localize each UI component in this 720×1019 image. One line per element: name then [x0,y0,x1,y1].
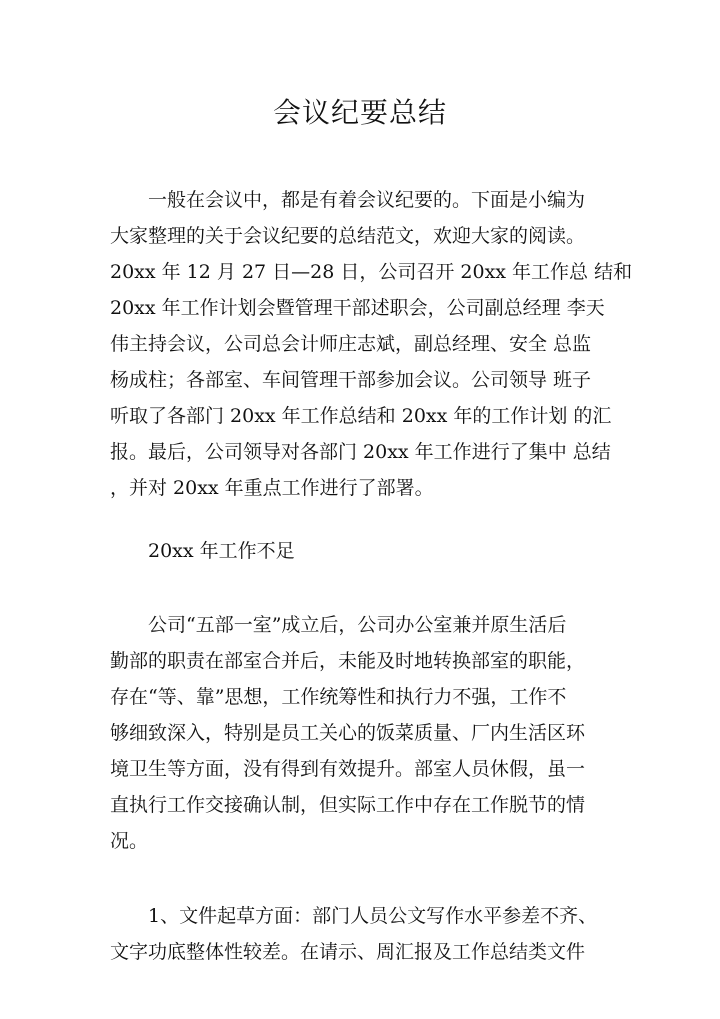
para3-line-1: 1、文件起草方面：部门人员公文写作水平参差不齐、 [148,905,598,927]
para2-line-3: 存在“等、靠”思想，工作统筹性和执行力不强，工作不 [110,686,567,708]
intro-line-6: 杨成柱；各部室、车间管理干部参加会议。公司领导 班子 [110,369,592,391]
intro-line-5: 伟主持会议，公司总会计师庄志斌，副总经理、安全 总监 [110,333,592,355]
para2-line-1: 公司“五部一室”成立后，公司办公室兼并原生活后 [148,614,567,636]
para2-line-4: 够细致深入，特别是员工关心的饭菜质量、厂内生活区环 [110,722,586,744]
para3-line-2: 文字功底整体性较差。在请示、周汇报及工作总结类文件 [110,941,586,963]
para2-line-5: 境卫生等方面，没有得到有效提升。部室人员休假，虽一 [110,758,586,780]
intro-line-4: 20xx 年工作计划会暨管理干部述职会，公司副总经理 李天 [110,297,605,319]
para2-line-7: 况。 [110,830,149,852]
intro-line-8: 报。最后，公司领导对各部门 20xx 年工作进行了集中 总结 [110,441,611,463]
document-title: 会议纪要总结 [272,96,447,129]
intro-line-9: ，并对 20xx 年重点工作进行了部署。 [110,477,434,499]
section-heading: 20xx 年工作不足 [148,540,295,562]
intro-line-7: 听取了各部门 20xx 年工作总结和 20xx 年的工作计划 的汇 [110,405,612,427]
intro-line-1: 一般在会议中，都是有着会议纪要的。下面是小编为 [148,189,586,211]
para2-line-2: 勤部的职责在部室合并后，未能及时地转换部室的职能， [110,650,586,672]
para2-line-6: 直执行工作交接确认制，但实际工作中存在工作脱节的情 [110,794,586,816]
intro-line-2: 大家整理的关于会议纪要的总结范文，欢迎大家的阅读。 [110,225,586,247]
intro-line-3: 20xx 年 12 月 27 日—28 日，公司召开 20xx 年工作总 结和 [110,261,633,283]
